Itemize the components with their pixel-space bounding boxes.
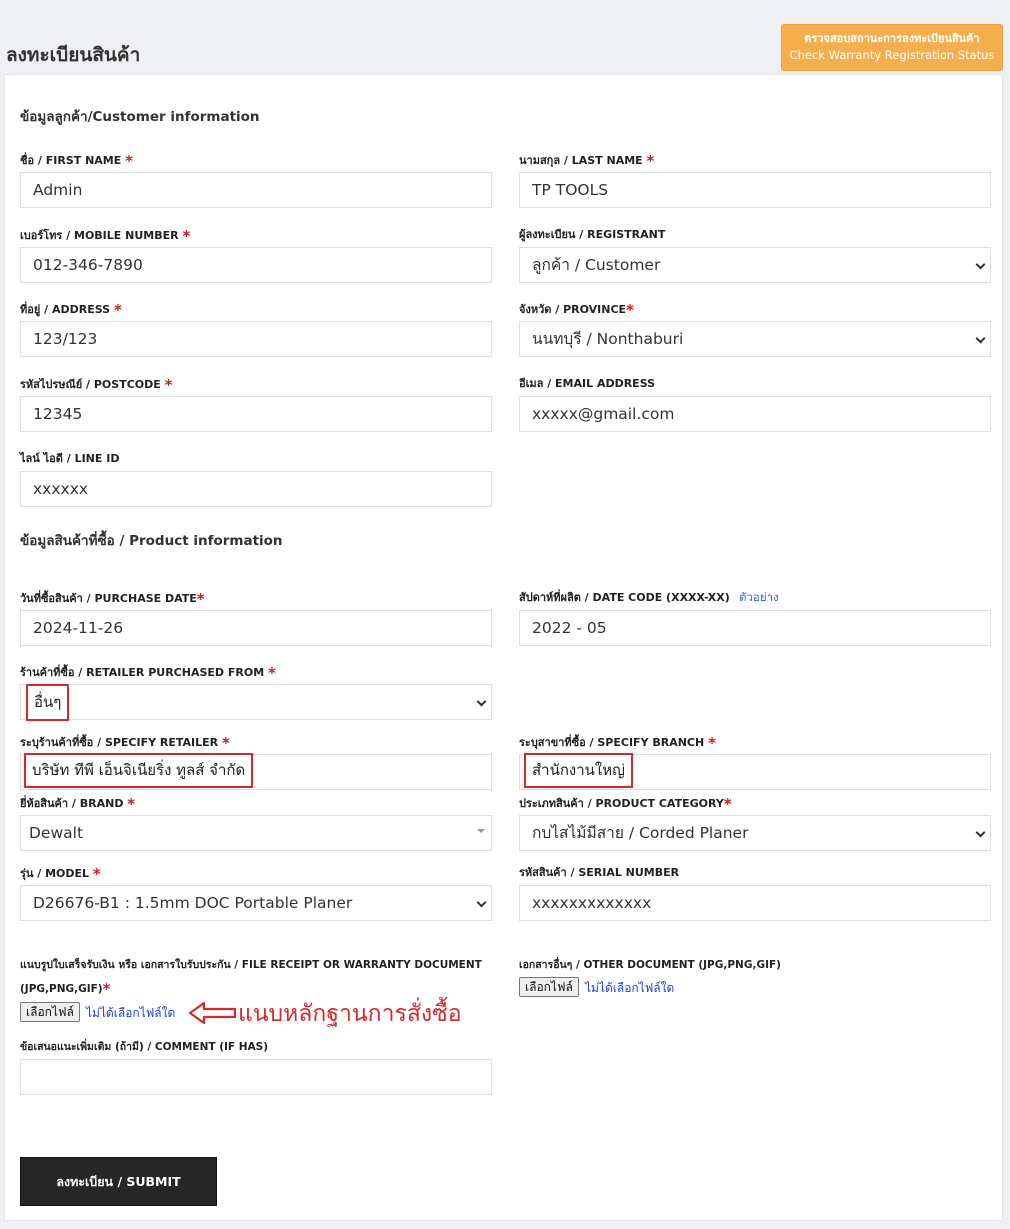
arrow-left-icon <box>188 1000 238 1026</box>
address-label: ที่อยู่ / ADDRESS * <box>20 301 122 319</box>
email-input[interactable]: xxxxx@gmail.com <box>519 396 991 432</box>
date-code-input[interactable]: 2022 - 05 <box>519 610 991 646</box>
line-id-label: ไลน์ ไอดี / LINE ID <box>20 452 120 465</box>
purchase-date-input[interactable]: 2024-11-26 <box>20 610 492 646</box>
receipt-file-button[interactable]: เลือกไฟล์ <box>20 1002 80 1022</box>
date-code-example-link[interactable]: ตัวอย่าง <box>739 590 779 604</box>
mobile-input[interactable]: 012-346-7890 <box>20 247 492 283</box>
check-status-label-th: ตรวจสอบสถานะการลงทะเบียนสินค้า <box>804 32 980 45</box>
mobile-label: เบอร์โทร / MOBILE NUMBER * <box>20 227 191 245</box>
comment-label: ข้อเสนอแนะเพิ่มเติม (ถ้ามี) / COMMENT (IF HAS) <box>20 1041 269 1053</box>
last-name-input[interactable]: TP TOOLS <box>519 172 991 208</box>
retailer-select[interactable] <box>20 684 492 720</box>
serial-label: รหัสสินค้า / SERIAL NUMBER <box>519 866 680 879</box>
product-section-title: ข้อมูลสินค้าที่ซื้อ / Product information <box>20 533 283 549</box>
category-label: ประเภทสินค้า / PRODUCT CATEGORY* <box>519 795 732 813</box>
category-select[interactable]: กบไสไม้มีสาย / Corded Planer <box>519 815 991 851</box>
retailer-highlight: อื่นๆ <box>26 684 69 721</box>
submit-button[interactable]: ลงทะเบียน / SUBMIT <box>20 1157 217 1206</box>
brand-label: ยี่ห้อสินค้า / BRAND * <box>20 795 136 813</box>
line-id-input[interactable]: xxxxxx <box>20 471 492 507</box>
specify-branch-label: ระบุสาขาที่ซื้อ / SPECIFY BRANCH * <box>519 734 716 752</box>
model-label: รุ่น / MODEL * <box>20 865 101 883</box>
serial-input[interactable]: xxxxxxxxxxxxx <box>519 885 991 921</box>
receipt-label-formats: (JPG,PNG,GIF)* <box>20 980 111 998</box>
model-select[interactable]: D26676-B1 : 1.5mm DOC Portable Planer <box>20 885 492 921</box>
date-code-label: สัปดาห์ที่ผลิต / DATE CODE (XXXX-XX) <box>519 591 730 604</box>
customer-section-title: ข้อมูลลูกค้า/Customer information <box>20 109 260 125</box>
comment-input[interactable] <box>20 1059 492 1095</box>
specify-branch-highlight: สำนักงานใหญ่ <box>524 753 633 788</box>
postcode-label: รหัสไปรษณีย์ / POSTCODE * <box>20 376 173 394</box>
registrant-select[interactable]: ลูกค้า / Customer <box>519 247 991 283</box>
receipt-file-status: ไม่ได้เลือกไฟล์ใด <box>86 1006 176 1020</box>
province-select[interactable]: นนทบุรี / Nonthaburi <box>519 321 991 357</box>
specify-retailer-label: ระบุร้านค้าที่ซื้อ / SPECIFY RETAILER * <box>20 734 230 752</box>
retailer-label: ร้านค้าที่ซื้อ / RETAILER PURCHASED FROM * <box>20 664 276 682</box>
brand-select[interactable]: Dewalt <box>20 815 492 851</box>
first-name-label: ชื่อ / FIRST NAME * <box>20 152 133 170</box>
postcode-input[interactable]: 12345 <box>20 396 492 432</box>
annotation-text: แนบหลักฐานการสั่งซื้อ <box>238 1001 462 1027</box>
other-doc-label: เอกสารอื่นๆ / OTHER DOCUMENT (JPG,PNG,GIF) <box>519 959 781 971</box>
last-name-label: นามสกุล / LAST NAME * <box>519 152 655 170</box>
other-doc-file-button[interactable]: เลือกไฟล์ <box>519 977 579 997</box>
page-title: ลงทะเบียนสินค้า <box>6 44 141 66</box>
check-status-label-en: Check Warranty Registration Status <box>789 48 995 62</box>
receipt-label: แนบรูปใบเสร็จรับเงิน หรือ เอกสารใบรับประกัน / FILE RECEIPT OR WARRANTY DOCUMENT <box>20 959 482 971</box>
check-status-button[interactable] <box>781 24 1003 71</box>
province-label: จังหวัด / PROVINCE* <box>519 301 634 319</box>
email-label: อีเมล / EMAIL ADDRESS <box>519 377 656 390</box>
other-doc-file-status: ไม่ได้เลือกไฟล์ใด <box>585 981 675 995</box>
purchase-date-label: วันที่ซื้อสินค้า / PURCHASE DATE* <box>20 590 205 608</box>
address-input[interactable]: 123/123 <box>20 321 492 357</box>
specify-retailer-highlight: บริษัท ทีพี เอ็นจิเนียริ่ง ทูลส์ จำกัด <box>24 753 253 788</box>
first-name-input[interactable]: Admin <box>20 172 492 208</box>
registrant-label: ผู้ลงทะเบียน / REGISTRANT <box>519 228 666 241</box>
